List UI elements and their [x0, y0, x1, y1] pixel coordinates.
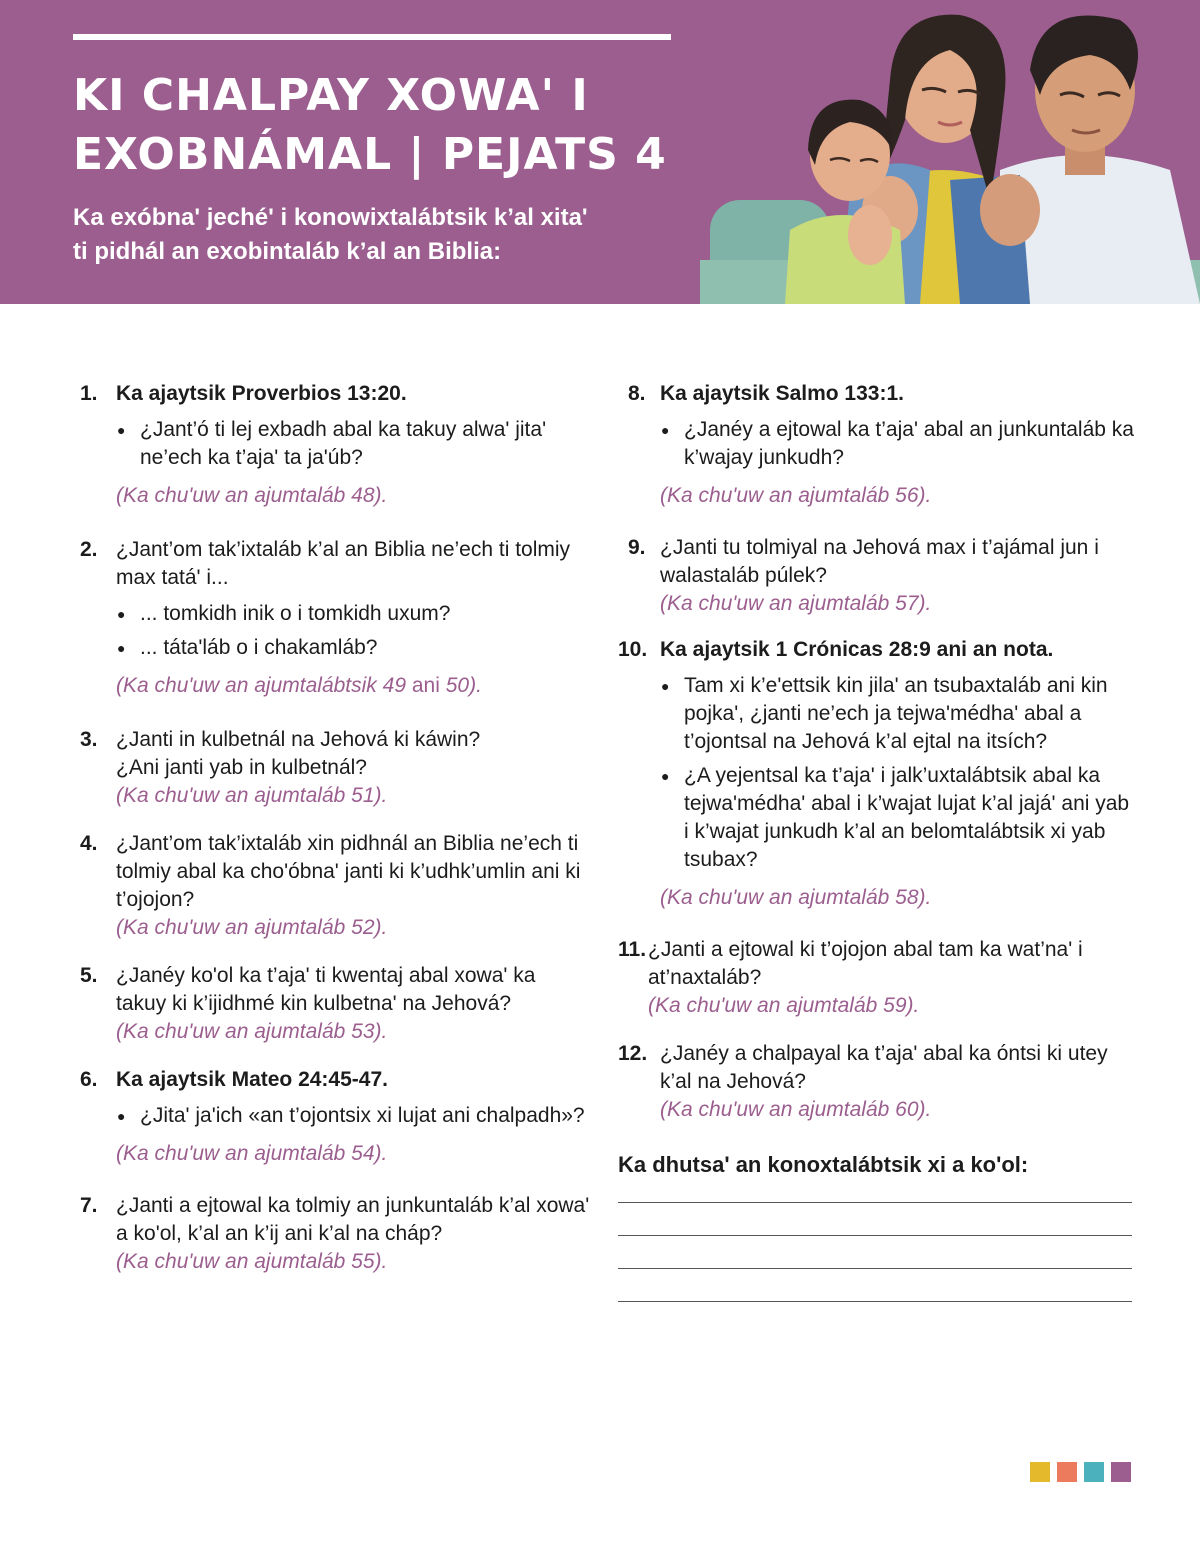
note-line[interactable] — [618, 1202, 1132, 1203]
question-1 — [80, 380, 590, 510]
question-text: Ka ajaytsik Mateo 24:45-47. — [116, 1068, 388, 1091]
question-number: 7. — [80, 1194, 98, 1217]
bullet-item: ● ¿Janéy a ejtowal ka t’aja' abal an junkuntaláb ka k’wajay junkudh? — [684, 416, 1138, 472]
swatch-purple — [1111, 1462, 1131, 1482]
reference-link[interactable]: (Ka chu'uw an ajumtaláb 55). — [116, 1250, 388, 1273]
title-line-2: EXOBNÁMAL | PEJATS 4 — [73, 129, 667, 180]
question-number: 1. — [80, 382, 98, 405]
question-text: Ka ajaytsik 1 Crónicas 28:9 ani an nota. — [660, 638, 1054, 661]
reference-link[interactable]: (Ka chu'uw an ajumtaláb 57). — [660, 592, 932, 615]
question-text: Ka ajaytsik Salmo 133:1. — [660, 382, 904, 405]
bullet-item: ● ... tomkidh inik o i tomkidh uxum? — [140, 600, 590, 628]
reference-link[interactable]: (Ka chu'uw an ajumtaláb 52). — [116, 916, 388, 939]
question-6 — [80, 1066, 590, 1168]
reference-link[interactable]: (Ka chu'uw an ajumtaláb 53). — [116, 1020, 388, 1043]
bullet-list — [660, 672, 1138, 874]
question-7 — [80, 1192, 590, 1276]
reference-link[interactable]: (Ka chu'uw an ajumtaláb 59). — [648, 994, 920, 1017]
page-subtitle — [73, 201, 673, 269]
reference-link[interactable]: (Ka chu'uw an ajumtaláb 60). — [660, 1098, 932, 1121]
title-line-1: KI CHALPAY XOWA' I — [73, 70, 589, 121]
question-number: 10. — [618, 638, 648, 661]
question-number: 11. — [618, 938, 647, 961]
question-number: 8. — [628, 382, 646, 405]
questions-right-column — [618, 380, 1138, 1302]
reference-and: ani — [406, 674, 446, 697]
reference-link[interactable]: (Ka chu'uw an ajumtaláb 51). — [116, 784, 388, 807]
question-number: 3. — [80, 728, 98, 751]
swatch-coral — [1057, 1462, 1077, 1482]
reference-link[interactable]: (Ka chu'uw an ajumtaláb 58). — [660, 886, 932, 909]
bullet-list — [116, 600, 590, 662]
question-number: 9. — [628, 536, 646, 559]
question-4 — [80, 830, 590, 942]
subtitle-line-2: ti pidhál an exobintaláb k’al an Biblia: — [73, 238, 502, 265]
page-title — [73, 66, 713, 184]
question-text: ¿Jant’om tak’ixtaláb k’al an Biblia ne’ech ti tolmiy max tatá' i... — [116, 538, 571, 589]
bullet-item: ● Tam xi k’e'ettsik kin jila' an tsubaxtaláb ani kin pojka', ¿janti ne’ech ja tejwa'médha' abal a t’ojontsal na Jehová k’al ejtal na itsích? — [684, 672, 1138, 756]
swatch-teal — [1084, 1462, 1104, 1482]
question-text: Ka ajaytsik Proverbios 13:20. — [116, 382, 407, 405]
bullet-list — [116, 1102, 590, 1130]
reference-link[interactable]: (Ka chu'uw an ajumtaláb 56). — [660, 484, 932, 507]
note-line[interactable] — [618, 1301, 1132, 1302]
question-text-line-2: ¿Ani janti yab in kulbetnál? — [116, 756, 367, 779]
bullet-item: ● ... táta'láb o i chakamláb? — [140, 634, 590, 662]
question-12 — [618, 1040, 1138, 1124]
subtitle-line-1: Ka exóbna' jeché' i konowixtalábtsik k’al xita' — [73, 204, 588, 231]
header-rule — [73, 34, 671, 40]
reference-link[interactable] — [116, 672, 590, 700]
note-line[interactable] — [618, 1268, 1132, 1269]
question-number: 6. — [80, 1068, 98, 1091]
family-praying-illustration — [700, 0, 1200, 304]
question-8 — [618, 380, 1138, 510]
question-10 — [618, 636, 1138, 912]
notes-label: Ka dhutsa' an konoxtalábtsik xi a ko'ol: — [618, 1152, 1029, 1177]
bullet-item: ● ¿Jita' ja'ich «an t’ojontsix xi lujat ani chalpadh»? — [140, 1102, 590, 1130]
notes-lines[interactable] — [618, 1202, 1138, 1302]
bullet-list — [660, 416, 1138, 472]
reference-part-b: 50). — [445, 674, 482, 697]
swatch-yellow — [1030, 1462, 1050, 1482]
question-number: 5. — [80, 964, 98, 987]
question-number: 2. — [80, 538, 98, 561]
reference-part-a: (Ka chu'uw an ajumtalábtsik 49 — [116, 674, 407, 697]
bullet-list — [116, 416, 590, 472]
question-text: ¿Janti a ejtowal ka tolmiy an junkuntaláb k’al xowa' a ko'ol, k’al an k’ij ani k’al na cháp? — [116, 1194, 590, 1245]
question-3 — [80, 726, 590, 810]
question-text: ¿Janti tu tolmiyal na Jehová max i t’ajámal jun i walastaláb púlek? — [660, 536, 1099, 587]
note-line[interactable] — [618, 1235, 1132, 1236]
bullet-item: ● ¿Jant’ó ti lej exbadh abal ka takuy alwa' jita' ne’ech ka t’aja' ta ja'úb? — [140, 416, 590, 472]
question-11 — [618, 936, 1138, 1020]
question-2 — [80, 536, 590, 700]
question-5 — [80, 962, 590, 1046]
question-number: 12. — [618, 1042, 648, 1065]
reference-link[interactable]: (Ka chu'uw an ajumtaláb 48). — [116, 484, 388, 507]
question-number: 4. — [80, 832, 98, 855]
question-9 — [618, 534, 1138, 618]
reference-link[interactable]: (Ka chu'uw an ajumtaláb 54). — [116, 1142, 388, 1165]
question-text: ¿Janéy ko'ol ka t’aja' ti kwentaj abal xowa' ka takuy ki k’ijidhmé kin kulbetna' na Jehová? — [116, 964, 536, 1015]
question-text: ¿Janti a ejtowal ki t’ojojon abal tam ka wat’na' i at’naxtaláb? — [648, 938, 1083, 989]
questions-left-column — [80, 380, 590, 1276]
question-text: ¿Janéy a chalpayal ka t’aja' abal ka óntsi ki utey k’al na Jehová? — [660, 1042, 1108, 1093]
question-text: ¿Jant’om tak’ixtaláb xin pidhnál an Biblia ne’ech ti tolmiy abal ka cho'óbna' janti ki k’udhk’umlin ani ki t’ojojon? — [116, 832, 581, 911]
question-text-line-1: ¿Janti in kulbetnál na Jehová ki káwin? — [116, 728, 481, 751]
bullet-item: ● ¿A yejentsal ka t’aja' i jalk’uxtalábtsik abal ka tejwa'médha' abal i k’wajat lujat k’al jajá' ani yab i k’wajat junkudh k’al an belomtalábtsik xi yab tsubax? — [684, 762, 1138, 874]
header-banner — [0, 0, 1200, 304]
